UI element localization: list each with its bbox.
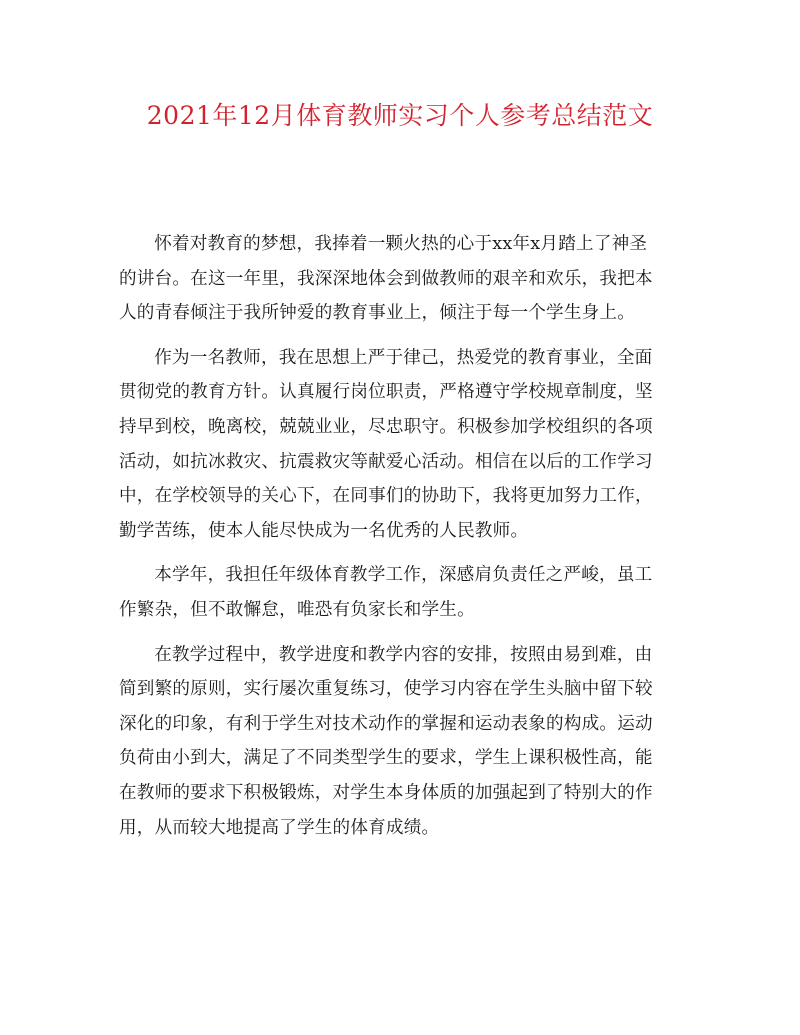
paragraph-1 — [119, 227, 681, 331]
paragraph-line: 持早到校，晚离校，兢兢业业，尽忠职守。积极参加学校组织的各项 — [119, 416, 653, 437]
paragraph-line: 勤学苦练，使本人能尽快成为一名优秀的人民教师。 — [119, 520, 529, 541]
paragraph-line: 负荷由小到大，满足了不同类型学生的要求，学生上课积极性高，能 — [119, 748, 653, 769]
paragraph-line: 怀着对教育的梦想，我捧着一颗火热的心于xx年x月踏上了神圣 — [154, 234, 648, 254]
paragraph-line: 人的青春倾注于我所钟爱的教育事业上，倾注于每一个学生身上。 — [119, 303, 636, 324]
paragraph-line: 简到繁的原则，实行屡次重复练习，使学习内容在学生头脑中留下较 — [119, 679, 653, 700]
paragraph-line: 在教师的要求下积极锻炼，对学生本身体质的加强起到了特别大的作 — [119, 782, 653, 803]
paragraph-line: 本学年，我担任年级体育教学工作，深感肩负责任之严峻，虽工 — [154, 565, 653, 586]
paragraph-4 — [119, 638, 681, 846]
paragraph-line: 的讲台。在这一年里，我深深地体会到做教师的艰辛和欢乐，我把本 — [119, 268, 653, 289]
paragraph-line: 作繁杂，但不敢懈怠，唯恐有负家长和学生。 — [119, 599, 475, 620]
paragraph-line: 作为一名教师，我在思想上严于律己，热爱党的教育事业，全面 — [154, 347, 653, 368]
paragraph-line: 用，从而较大地提高了学生的体育成绩。 — [119, 817, 440, 838]
paragraph-2 — [119, 341, 681, 549]
paragraph-line: 中，在学校领导的关心下，在同事们的协助下，我将更加努力工作， — [119, 486, 653, 507]
document-title: 2021年12月体育教师实习个人参考总结范文 — [146, 101, 654, 130]
paragraph-line: 在教学过程中，教学进度和教学内容的安排，按照由易到难，由 — [154, 644, 653, 665]
paragraph-line: 活动，如抗冰救灾、抗震救灾等献爱心活动。相信在以后的工作学习 — [119, 451, 653, 472]
paragraph-line: 贯彻党的教育方针。认真履行岗位职责，严格遵守学校规章制度，坚 — [119, 382, 653, 403]
document-body — [119, 227, 681, 855]
paragraph-line: 深化的印象，有利于学生对技术动作的掌握和运动表象的构成。运动 — [119, 713, 653, 734]
paragraph-3 — [119, 558, 681, 627]
